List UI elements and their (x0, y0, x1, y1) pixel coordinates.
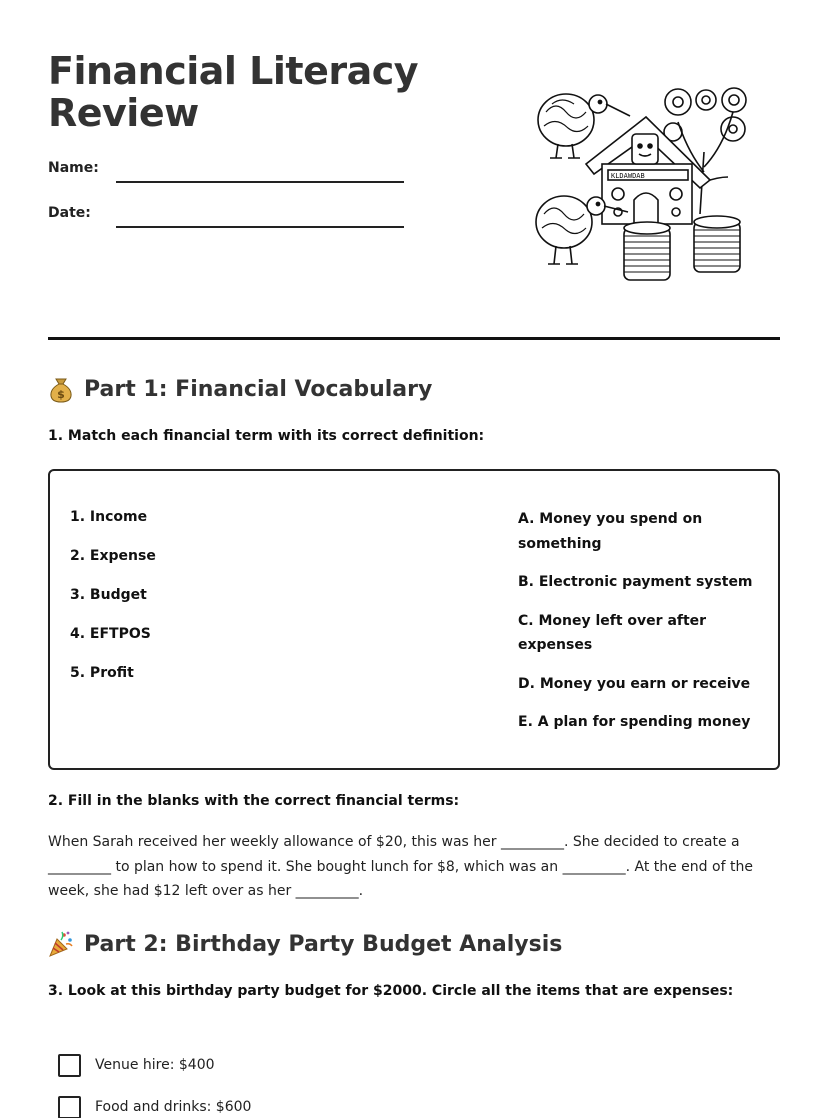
term-eftpos: 4. EFTPOS (70, 626, 151, 642)
section-divider (48, 337, 780, 340)
page-title: Financial Literacy Review (48, 49, 419, 135)
item-label: Food and drinks: $600 (95, 1099, 252, 1115)
svg-text:$: $ (57, 388, 65, 401)
kiwi-birds-house-coins-illustration (528, 82, 754, 286)
question-3: 3. Look at this birthday party budget for $2000. Circle all the items that are expenses: (48, 983, 734, 999)
item-label: Venue hire: $400 (95, 1057, 215, 1073)
fill-blanks-paragraph: When Sarah received her weekly allowance of $20, this was her _________. She decided to create a _________ to plan how to spend it. She bought lunch for $8, which was an _________. At the end of the week, she had $12 left over as her _________. (48, 834, 753, 899)
money-bag-icon (48, 375, 74, 403)
definition-a: A. Money you spend on something (518, 511, 703, 552)
question-2: 2. Fill in the blanks with the correct financial terms: (48, 793, 460, 809)
part2-title-text: Part 2: Birthday Party Budget Analysis (84, 931, 563, 957)
name-line[interactable] (116, 181, 404, 183)
term-income: 1. Income (70, 509, 148, 525)
term-expense: 2. Expense (70, 548, 156, 564)
name-label: Name: (48, 160, 99, 176)
name-field[interactable] (48, 160, 408, 184)
definition-e: E. A plan for spending money (518, 714, 751, 730)
part1-title-text: Part 1: Financial Vocabulary (84, 376, 433, 402)
date-label: Date: (48, 205, 91, 221)
date-field[interactable] (48, 205, 408, 229)
terms-column (70, 507, 370, 702)
list-item (58, 1086, 558, 1118)
checkbox[interactable] (58, 1096, 81, 1118)
definitions-column (518, 507, 758, 749)
party-popper-icon (48, 930, 74, 958)
coin-stack-icon (694, 216, 740, 272)
part2-title (48, 928, 562, 960)
budget-checklist (58, 1044, 558, 1118)
date-line[interactable] (116, 226, 404, 228)
term-profit: 5. Profit (70, 665, 134, 681)
coin-stack-icon (624, 222, 670, 280)
term-budget: 3. Budget (70, 587, 147, 603)
part1-title (48, 373, 432, 405)
list-item (58, 1044, 558, 1086)
question-1: 1. Match each financial term with its correct definition: (48, 428, 485, 444)
house-sign: KLDAWDAB (611, 172, 645, 180)
checkbox[interactable] (58, 1054, 81, 1077)
definition-c: C. Money left over after expenses (518, 612, 707, 653)
matching-box (48, 469, 780, 770)
definition-d: D. Money you earn or receive (518, 675, 751, 692)
definition-b: B. Electronic payment system (518, 574, 753, 590)
